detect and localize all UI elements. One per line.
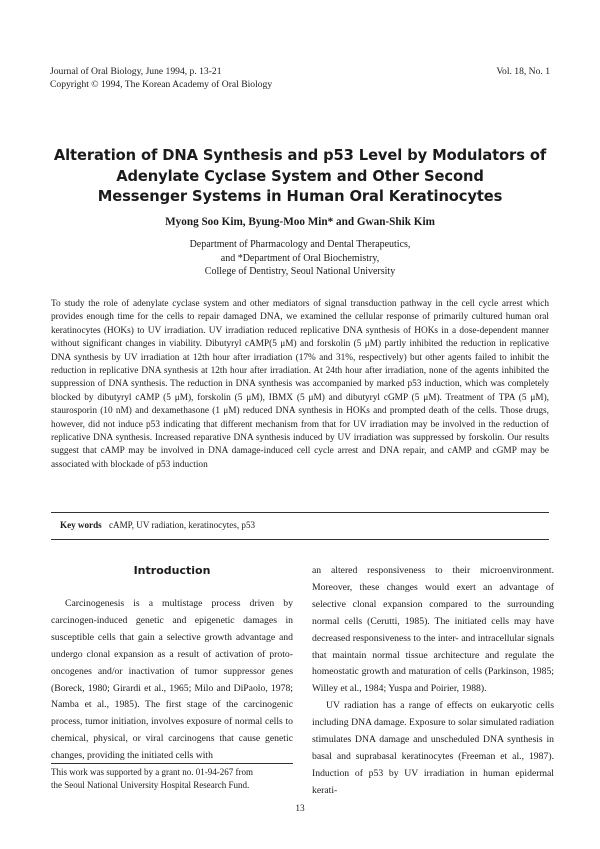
page-number: 13 bbox=[295, 804, 305, 814]
right-column bbox=[312, 563, 554, 800]
body-paragraph: UV radiation has a range of effects on eukaryotic cells including DNA damage. Exposure to solar simulated radiation stimulates DNA damage and unscheduled DNA synthesis in basal and suprabasal keratinocytes (Freeman et al., 1987). Induction of p53 by UV irradiation in human epidermal kerati- bbox=[312, 700, 554, 796]
footnote-rule bbox=[51, 763, 293, 764]
affiliation-line: Department of Pharmacology and Dental Therapeutics, bbox=[189, 239, 411, 250]
volume-issue: Vol. 18, No. 1 bbox=[496, 66, 550, 77]
funding-footnote bbox=[51, 766, 293, 791]
footnote-line: This work was supported by a grant no. 01-94-267 from bbox=[51, 767, 253, 777]
footnote-line: the Seoul National University Hospital Research Fund. bbox=[51, 779, 250, 790]
affiliation bbox=[40, 238, 560, 279]
keywords bbox=[60, 520, 255, 530]
affiliation-line: College of Dentistry, Seoul National University bbox=[204, 266, 396, 278]
affiliation-line: and *Department of Oral Biochemistry, bbox=[220, 252, 380, 264]
title-line: Messenger Systems in Human Oral Keratinocytes bbox=[97, 188, 503, 205]
left-column bbox=[51, 563, 293, 765]
keywords-rule-bottom bbox=[51, 539, 549, 540]
abstract-text: To study the role of adenylate cyclase system and other mediators of signal transduction pathway in the cell cycle arrest which provides enough time for the cells to repair damaged DNA, we examined the cellular response of primarily cultured human oral keratinocytes (HOKs) to UV irradiation. UV irradiation reduced replicative DNA synthesis of HOKs in a dose-dependent manner without significant changes in viability. Dibutyryl cAMP(5 μM) and forskolin (5 μM) partly inhibited the reduction in replicative DNA synthesis by UV irradiation at 12th hour after irradiation (17% and 31%, respectively) but other agents failed to inhibit the reduction in replicative DNA synthesis at 12th hour after irradiation. At 24th hour after irradiation, none of the agents inhibited the suppression of DNA synthesis. The reduction in DNA synthesis was accompanied by marked p53 induction, which was completely blocked by dibutyryl cAMP (5 μM), forskolin (5 μM), IBMX (5 μM) and dibutyryl cGMP (5 μM). Treatment of TPA (5 μM), staurosporin (10 nM) and dexamethasone (1 μM) reduced DNA synthesis in HOKs and prompted death of the cells. Those drugs, however, did not induce p53 indicating that different mechanism from that for UV irradiation may be involved in the reduction of replicative DNA synthesis. Increased reparative DNA synthesis induced by UV irradiation was suppressed by forskolin. Our results suggest that cAMP may be involved in DNA damage-induced cell cycle arrest and DNA repair, and cAMP and cGMP may be associated with blockade of p53 induction bbox=[51, 299, 549, 470]
paper-title bbox=[40, 146, 560, 208]
body-paragraph: Carcinogenesis is a multistage process driven by carcinogen-induced genetic and epigenetic damages in susceptible cells that gain a selective growth advantage and undergo clonal expansion as a result of activation of proto-oncogenes and/or inactivation of tumor suppressor genes (Boreck, 1980; Girardi et al., 1965; Milo and DiPaolo, 1978; Namba et al., 1985). The first stage of the carcinogenic process, tumor initiation, involves exposure of normal cells to chemical, physical, or viral carcinogens that cause genetic changes, providing the initiated cells with bbox=[51, 598, 293, 762]
author-list: Myong Soo Kim, Byung-Moo Min* and Gwan-Shik Kim bbox=[165, 216, 435, 228]
title-line: Adenylate Cyclase System and Other Second bbox=[116, 167, 484, 185]
body-paragraph: an altered responsiveness to their microenvironment. Moreover, these changes would exert an advantage of selective clonal expansion compared to the surrounding normal cells (Cerutti, 1985). The initiated cells may have decreased responsiveness to the inter- and intracellular signals that maintain normal tissue architecture and regulate the homeostatic growth and maturation of cells (Parkinson, 1985; Willey et al., 1984; Yuspa and Poirier, 1988). bbox=[312, 565, 554, 695]
journal-line: Journal of Oral Biology, June 1994, p. 13-21 bbox=[50, 66, 222, 77]
title-line: Alteration of DNA Synthesis and p53 Level by Modulators of bbox=[53, 147, 547, 164]
keywords-value: cAMP, UV radiation, keratinocytes, p53 bbox=[108, 520, 256, 530]
keywords-rule-top bbox=[51, 512, 549, 513]
section-heading: Introduction bbox=[133, 564, 211, 577]
journal-citation bbox=[50, 66, 290, 91]
keywords-label: Key words bbox=[60, 520, 102, 530]
copyright-line: Copyright © 1994, The Korean Academy of Oral Biology bbox=[50, 78, 273, 90]
